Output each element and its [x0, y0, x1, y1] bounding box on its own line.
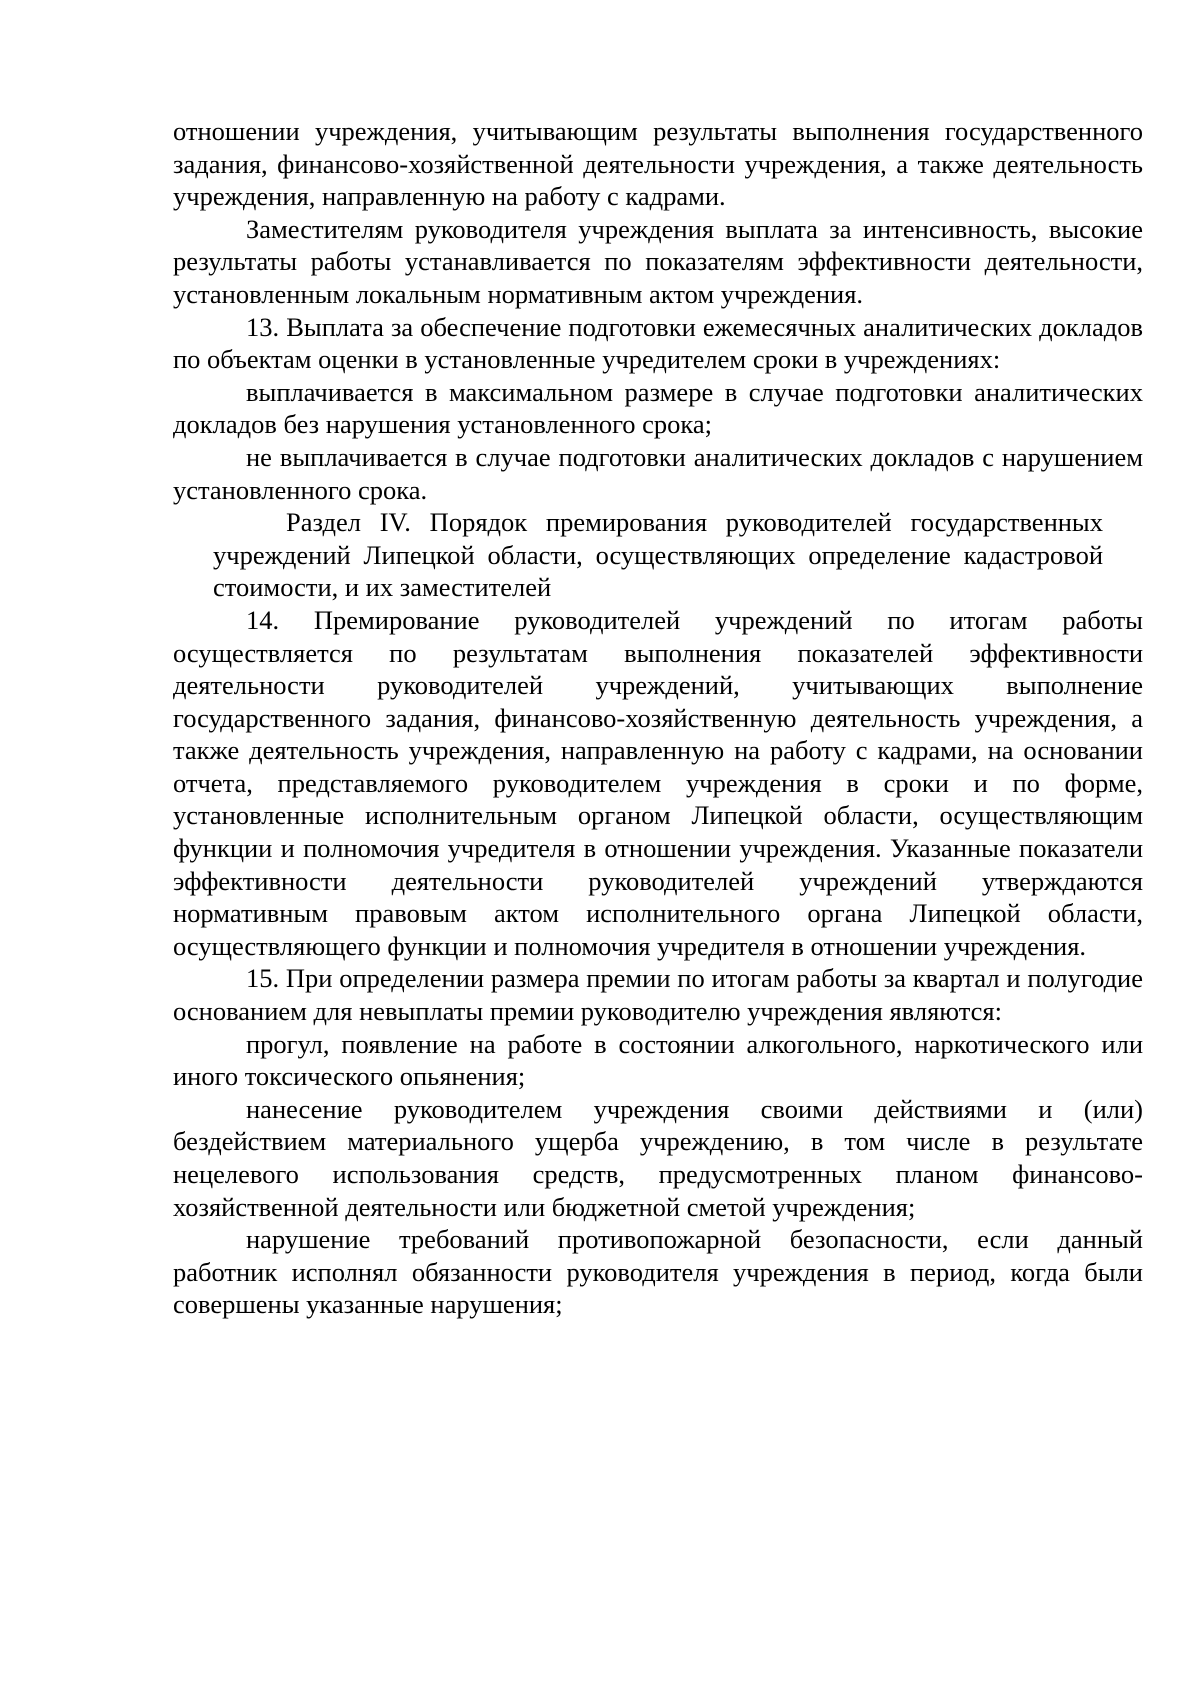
paragraph-deputies-payment: Заместителям руководителя учреждения выплата за интенсивность, высокие результаты работы устанавливается по показателям эффективности деятельности, установленным локальным нормативным актом учреждения. [173, 213, 1143, 309]
paragraph-fire-safety: нарушение требований противопожарной безопасности, если данный работник исполнял обязанности руководителя учреждения в период, когда были совершены указанные нарушения; [173, 1224, 1143, 1320]
paragraph-absenteeism: прогул, появление на работе в состоянии алкогольного, наркотического или иного токсического опьянения; [173, 1028, 1143, 1092]
paragraph-continuation: отношении учреждения, учитывающим результаты выполнения государственного задания, финансово-хозяйственной деятельности учреждения, а также деятельность учреждения, направленную на работу с кадрами. [173, 116, 1143, 212]
paragraph-damage: нанесение руководителем учреждения своими действиями и (или) бездействием материального ущерба учреждению, в том числе в результате нецелевого использования средств, предусмотренных планом финансово-хозяйственной деятельности или бюджетной сметой учреждения; [173, 1093, 1143, 1222]
paragraph-paid-max: выплачивается в максимальном размере в случае подготовки аналитических докладов без нарушения установленного срока; [173, 376, 1143, 440]
section-heading: Раздел IV. Порядок премирования руководителей государственных учреждений Липецкой области, осуществляющих определение кадастровой стоимости, и их заместителей [213, 507, 1103, 603]
paragraph-item-13: 13. Выплата за обеспечение подготовки ежемесячных аналитических докладов по объектам оценки в установленные учредителем сроки в учреждениях: [173, 311, 1143, 375]
document-body [173, 115, 1143, 1321]
paragraph-item-15: 15. При определении размера премии по итогам работы за квартал и полугодие основанием для невыплаты премии руководителю учреждения являются: [173, 963, 1143, 1027]
paragraph-item-14: 14. Премирование руководителей учреждений по итогам работы осуществляется по результатам выполнения показателей эффективности деятельности руководителей учреждений, учитывающих выполнение государственного задания, финансово-хозяйственную деятельность учреждения, а также деятельность учреждения, направленную на работу с кадрами, на основании отчета, представляемого руководителем учреждения в сроки и по форме, установленные исполнительным органом Липецкой области, осуществляющим функции и полномочия учредителя в отношении учреждения. Указанные показатели эффективности деятельности руководителей учреждений утверждаются нормативным правовым актом исполнительного органа Липецкой области, осуществляющего функции и полномочия учредителя в отношении учреждения. [173, 604, 1143, 961]
paragraph-not-paid: не выплачивается в случае подготовки аналитических докладов с нарушением установленного срока. [173, 441, 1143, 505]
